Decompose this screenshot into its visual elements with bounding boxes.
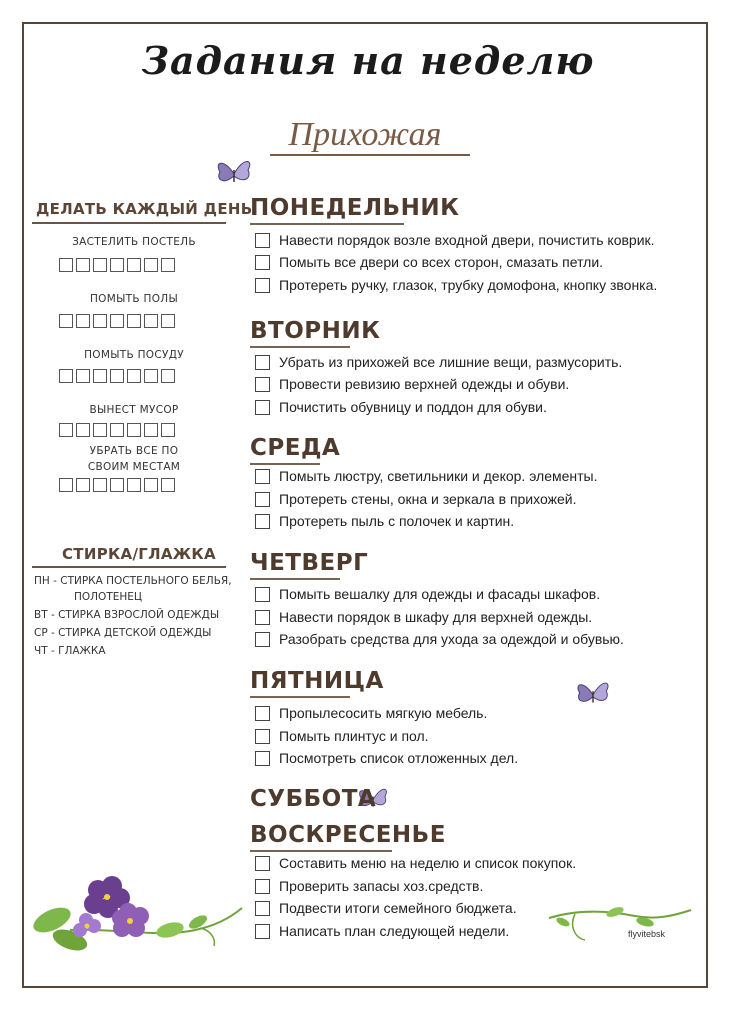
- day-heading-wednesday: СРЕДА: [250, 435, 341, 461]
- checkbox[interactable]: [255, 879, 270, 894]
- task-item[interactable]: Составить меню на неделю и список покупок.: [255, 853, 576, 873]
- subtitle-underline: [270, 154, 470, 156]
- task-item[interactable]: Подвести итоги семейного бюджета.: [255, 898, 517, 918]
- day-heading-saturday: СУББОТА: [250, 786, 377, 812]
- day-heading-sunday: ВОСКРЕСЕНЬЕ: [250, 822, 446, 848]
- checkbox[interactable]: [255, 278, 270, 293]
- checkbox[interactable]: [255, 255, 270, 270]
- laundry-line: ЧТ - ГЛАЖКА: [34, 645, 106, 657]
- checkbox[interactable]: [255, 514, 270, 529]
- laundry-line: ПН - СТИРКА ПОСТЕЛЬНОГО БЕЛЬЯ,: [34, 575, 232, 587]
- chore-checkbox-row[interactable]: [59, 423, 175, 437]
- chore-checkbox-row[interactable]: [59, 478, 175, 492]
- chore-checkbox-row[interactable]: [59, 369, 175, 383]
- checkbox[interactable]: [255, 233, 270, 248]
- task-item[interactable]: Убрать из прихожей все лишние вещи, размусорить.: [255, 352, 622, 372]
- checkbox[interactable]: [255, 632, 270, 647]
- daily-rule: [32, 222, 226, 224]
- laundry-line: СР - СТИРКА ДЕТСКОЙ ОДЕЖДЫ: [34, 627, 212, 639]
- signature-text: flyvitebsk: [628, 929, 666, 939]
- chore-checkbox-row[interactable]: [59, 314, 175, 328]
- task-item[interactable]: Помыть вешалку для одежды и фасады шкафов.: [255, 584, 600, 604]
- checkbox[interactable]: [255, 856, 270, 871]
- checkbox[interactable]: [255, 751, 270, 766]
- checkbox[interactable]: [255, 469, 270, 484]
- day-heading-friday: ПЯТНИЦА: [250, 668, 384, 694]
- checkbox[interactable]: [255, 587, 270, 602]
- task-item[interactable]: Разобрать средства для ухода за одеждой и обувью.: [255, 629, 624, 649]
- task-item[interactable]: Посмотреть список отложенных дел.: [255, 748, 518, 768]
- laundry-rule: [32, 566, 226, 568]
- checkbox[interactable]: [255, 355, 270, 370]
- day-heading-monday: ПОНЕДЕЛЬНИК: [250, 195, 460, 221]
- task-item[interactable]: Написать план следующей недели.: [255, 921, 509, 941]
- day-rule: [250, 463, 320, 465]
- chore-label: ЗАСТЕЛИТЬ ПОСТЕЛЬ: [72, 236, 196, 248]
- task-item[interactable]: Почистить обувницу и поддон для обуви.: [255, 397, 547, 417]
- checkbox[interactable]: [255, 377, 270, 392]
- laundry-line: ВТ - СТИРКА ВЗРОСЛОЙ ОДЕЖДЫ: [34, 609, 220, 621]
- checkbox[interactable]: [255, 729, 270, 744]
- day-rule: [250, 346, 350, 348]
- checkbox[interactable]: [255, 924, 270, 939]
- task-item[interactable]: Протереть стены, окна и зеркала в прихожей.: [255, 489, 576, 509]
- violet-flower-icon: [30, 868, 250, 954]
- chore-label: ПОМЫТЬ ПОСУДУ: [84, 349, 184, 361]
- task-item[interactable]: Помыть все двери со всех сторон, смазать петли.: [255, 252, 603, 272]
- day-rule: [250, 223, 404, 225]
- day-rule: [250, 696, 350, 698]
- checkbox[interactable]: [255, 610, 270, 625]
- task-item[interactable]: Провести ревизию верхней одежды и обуви.: [255, 374, 569, 394]
- task-item[interactable]: Помыть плинтус и пол.: [255, 726, 429, 746]
- butterfly-icon: [574, 676, 612, 712]
- butterfly-icon: [214, 156, 254, 190]
- chore-label: ПОМЫТЬ ПОЛЫ: [89, 293, 179, 305]
- daily-heading: ДЕЛАТЬ КАЖДЫЙ ДЕНЬ: [36, 200, 253, 218]
- task-item[interactable]: Протереть пыль с полочек и картин.: [255, 511, 514, 531]
- checkbox[interactable]: [255, 492, 270, 507]
- vine-decoration-icon: [545, 900, 695, 950]
- page-title: Задания на неделю: [141, 38, 595, 83]
- day-heading-thursday: ЧЕТВЕРГ: [250, 550, 369, 576]
- task-item[interactable]: Навести порядок возле входной двери, почистить коврик.: [255, 230, 655, 250]
- day-rule: [250, 850, 392, 852]
- checkbox[interactable]: [255, 901, 270, 916]
- task-item[interactable]: Проверить запасы хоз.средств.: [255, 876, 483, 896]
- chore-label: ВЫНЕСТ МУСОР: [89, 404, 179, 416]
- laundry-heading: СТИРКА/ГЛАЖКА: [62, 545, 216, 563]
- checkbox[interactable]: [255, 400, 270, 415]
- task-item[interactable]: Пропылесосить мягкую мебель.: [255, 703, 487, 723]
- chore-label: УБРАТЬ ВСЕ ПО: [89, 445, 179, 457]
- day-rule: [250, 578, 340, 580]
- day-heading-tuesday: ВТОРНИК: [250, 318, 381, 344]
- chore-checkbox-row[interactable]: [59, 258, 175, 272]
- page-subtitle: Прихожая: [288, 116, 442, 153]
- task-item[interactable]: Протереть ручку, глазок, трубку домофона, кнопку звонка.: [255, 275, 657, 295]
- checkbox[interactable]: [255, 706, 270, 721]
- task-item[interactable]: Навести порядок в шкафу для верхней одежды.: [255, 607, 592, 627]
- task-item[interactable]: Помыть люстру, светильники и декор. элементы.: [255, 466, 598, 486]
- laundry-line: ПОЛОТЕНЕЦ: [74, 591, 143, 603]
- chore-label: СВОИМ МЕСТАМ: [87, 461, 181, 473]
